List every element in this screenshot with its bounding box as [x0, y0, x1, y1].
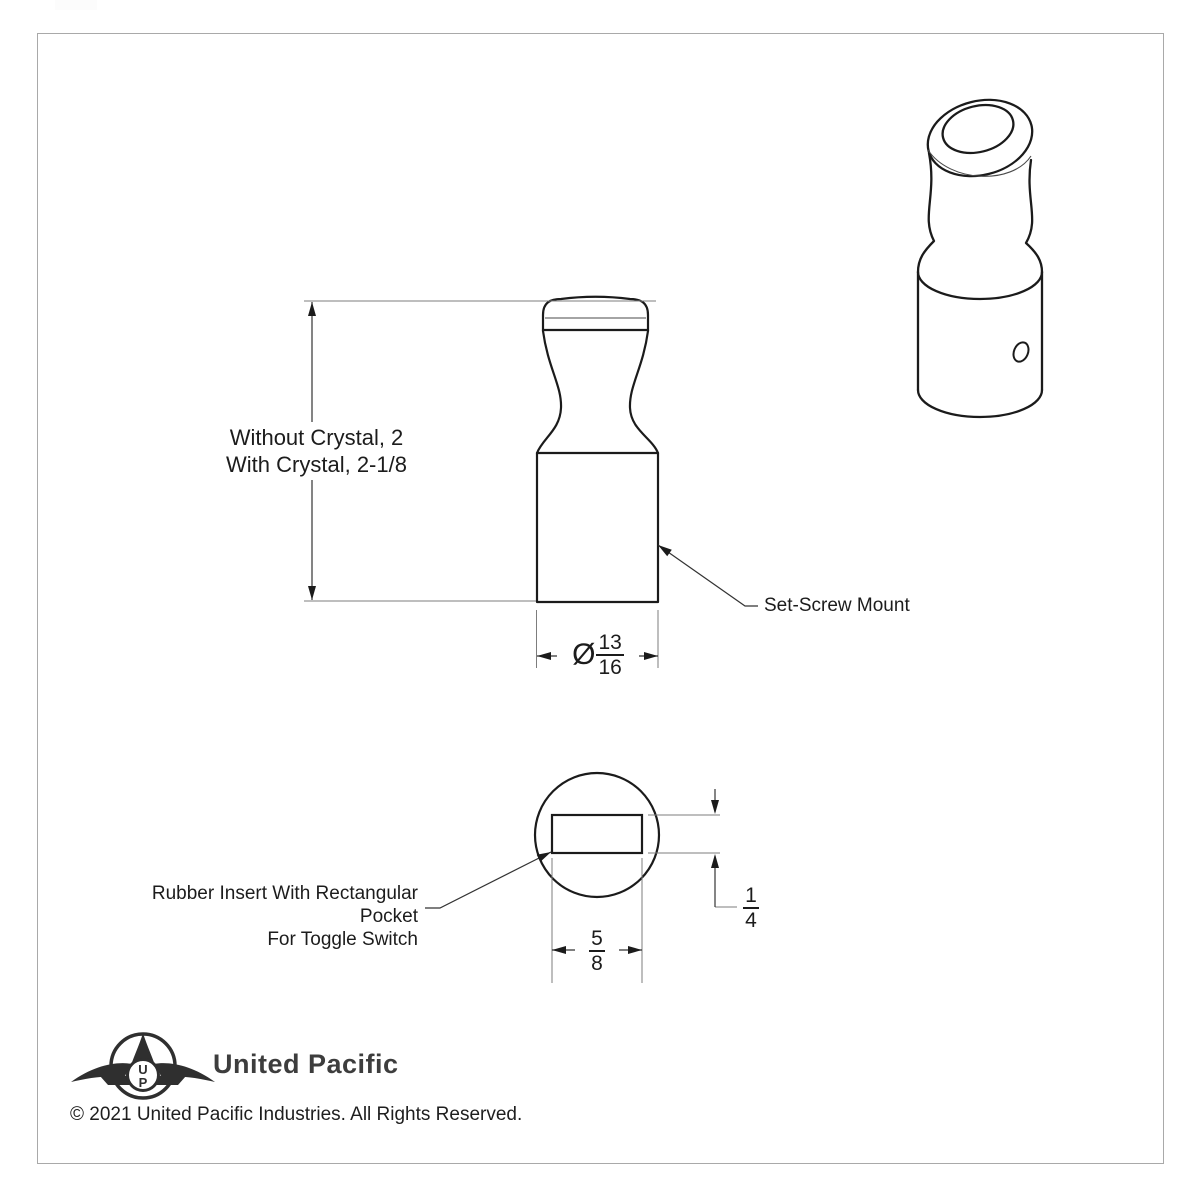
knob-neck-left	[537, 331, 561, 453]
iso-set-screw-hole	[1011, 340, 1031, 364]
iso-neck-right	[1026, 160, 1042, 272]
pocket-height-dimension	[732, 882, 770, 934]
pocket-width-fraction	[589, 927, 605, 975]
knob-neck-right	[630, 331, 658, 453]
pocket-width-numerator: 5	[591, 927, 603, 950]
pocket-height-denominator: 4	[745, 909, 757, 932]
set-screw-label: Set-Screw Mount	[764, 595, 910, 616]
iso-crystal-face	[938, 98, 1019, 160]
iso-neck-left	[918, 153, 934, 272]
pocket-leader-line	[425, 852, 551, 908]
diameter-dimension	[557, 626, 639, 684]
height-dimension-note	[206, 422, 427, 480]
set-screw-leader-line	[658, 545, 758, 606]
pocket-height-fraction	[743, 884, 759, 932]
iso-shoulder-arc	[918, 272, 1042, 299]
pocket-width-dimension	[575, 925, 619, 977]
height-note-line2: With Crystal, 2-1/8	[226, 452, 407, 477]
pocket-rectangle	[552, 815, 642, 853]
brand-name: United Pacific	[213, 1049, 399, 1079]
diameter-fraction-numerator: 13	[598, 631, 622, 654]
height-note-line1: Without Crystal, 2	[229, 425, 404, 450]
pocket-label-line2: For Toggle Switch	[267, 929, 418, 950]
diameter-fraction-denominator: 16	[598, 656, 622, 679]
iso-body-bottom-arc	[918, 390, 1042, 417]
isometric-view	[918, 89, 1042, 417]
pocket-label-line1: Rubber Insert With Rectangular Pocket	[151, 883, 418, 927]
arrowheads	[308, 302, 719, 954]
logo-monogram-u: U	[138, 1062, 148, 1077]
united-pacific-logo	[68, 1028, 218, 1108]
knob-body-outline	[537, 453, 658, 602]
iso-cap-outer	[920, 89, 1041, 186]
pocket-height-numerator: 1	[745, 884, 757, 907]
bottom-view	[535, 773, 659, 897]
pocket-label	[95, 882, 418, 951]
extension-lines	[304, 301, 737, 983]
bottom-view-circle	[535, 773, 659, 897]
logo-monogram-p: P	[138, 1075, 148, 1090]
iso-cap-rim-line	[928, 150, 1031, 176]
knob-cap-outline	[543, 297, 648, 331]
diameter-fraction	[596, 631, 623, 679]
diameter-symbol: Ø	[572, 638, 596, 671]
front-view-outline	[537, 297, 658, 602]
pocket-width-denominator: 8	[591, 952, 603, 975]
copyright-text: © 2021 United Pacific Industries. All Rights Reserved.	[70, 1104, 523, 1125]
